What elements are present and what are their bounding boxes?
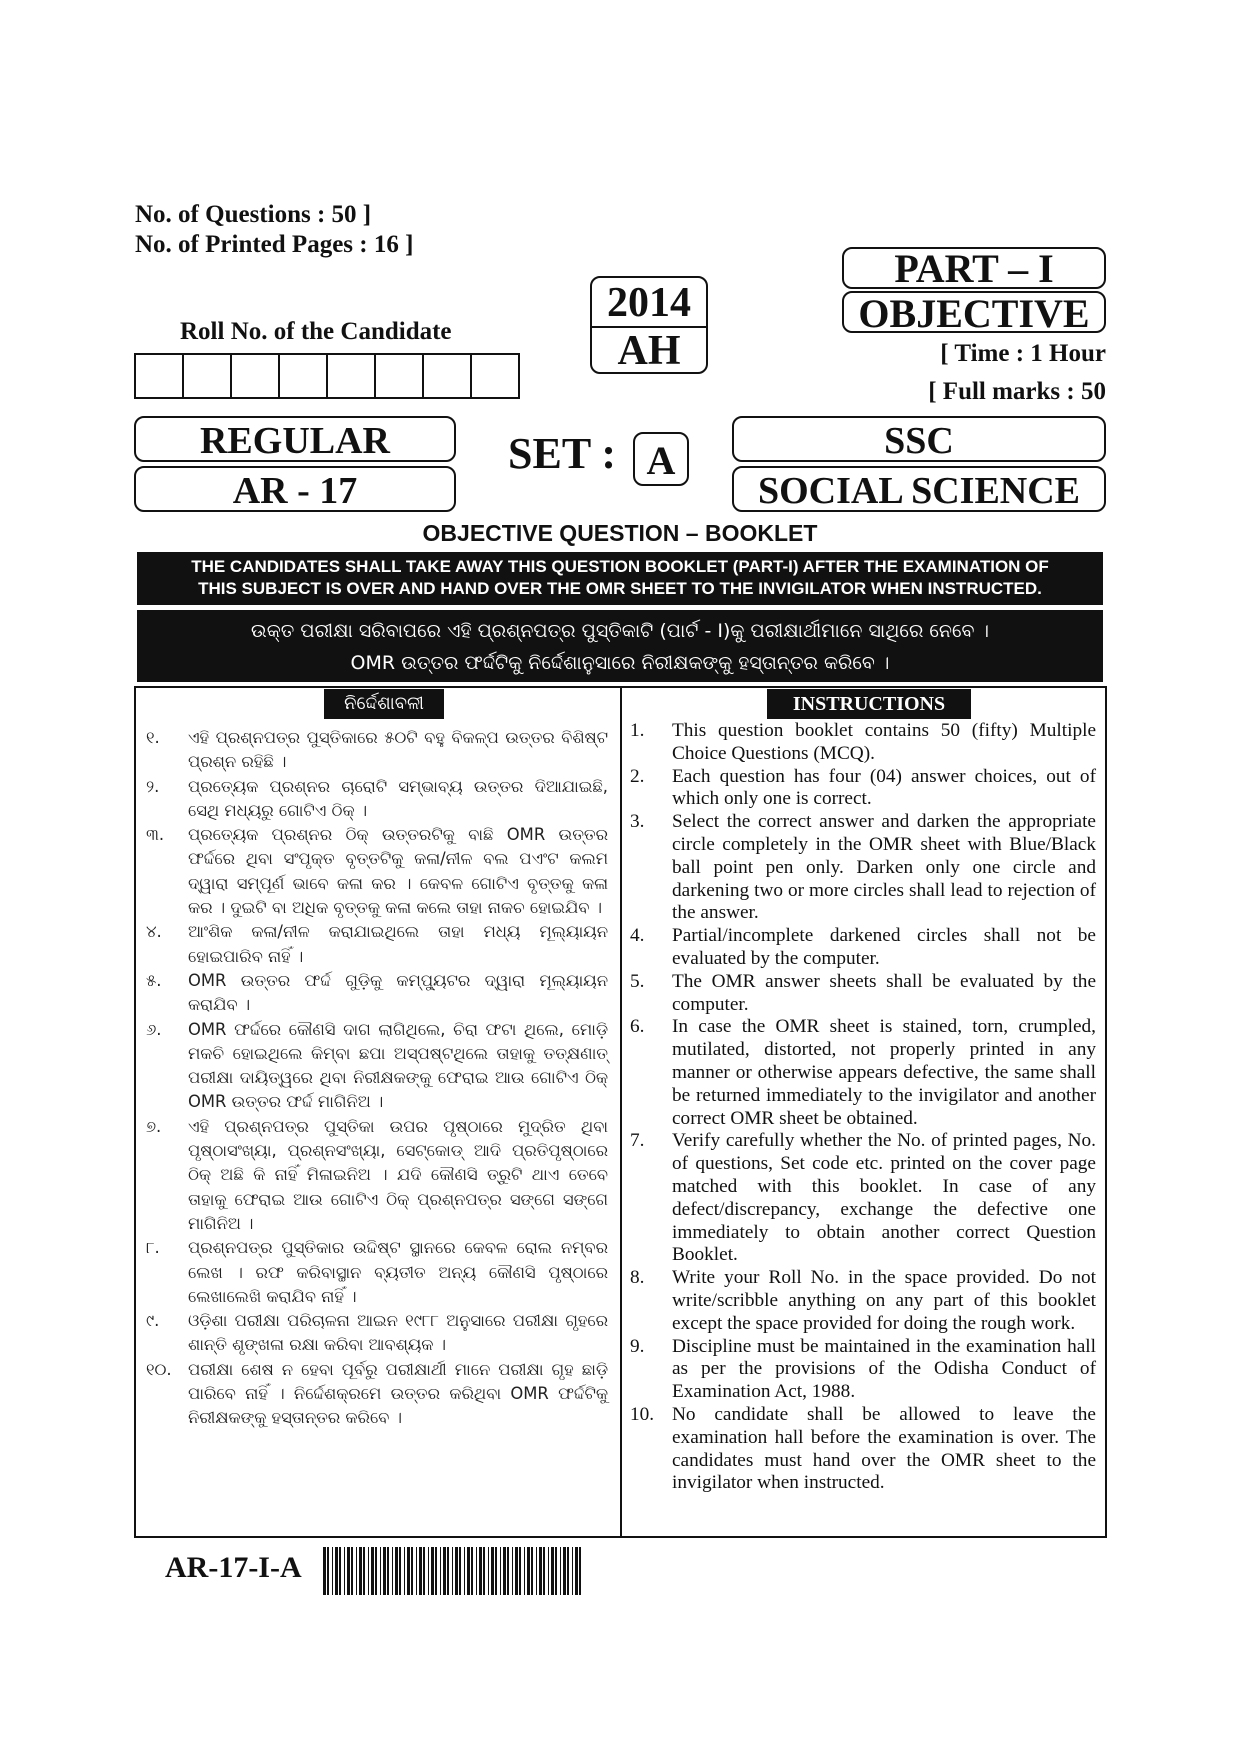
- odia-instruction-number: ୧୦.: [146, 1359, 172, 1379]
- barcode-bar: [363, 1547, 365, 1595]
- notice-odia: [137, 610, 1103, 682]
- barcode-bar: [371, 1547, 374, 1595]
- barcode-bar: [527, 1547, 530, 1595]
- english-instruction-item: [630, 720, 1096, 766]
- ar-code-box: AR - 17: [134, 466, 456, 512]
- roll-number-cell[interactable]: [136, 355, 184, 397]
- barcode-bar: [476, 1547, 477, 1595]
- column-divider: [620, 686, 622, 1538]
- english-instruction-text: Write your Roll No. in the space provided. Do not write/scribble anything on any part of this booklet except the space provided for doing the rough work.: [672, 1267, 1096, 1334]
- regular-box: REGULAR: [134, 416, 456, 462]
- full-marks: [ Full marks : 50: [928, 378, 1106, 405]
- barcode-bar: [519, 1547, 521, 1595]
- english-instruction-text: Each question has four (04) answer choices, out of which only one is correct.: [672, 765, 1096, 810]
- barcode-bar: [392, 1547, 393, 1595]
- english-instruction-number: 7.: [630, 1130, 645, 1152]
- exam-year: 2014: [592, 278, 706, 328]
- english-instruction-item: [630, 971, 1096, 1017]
- english-instruction-text: Discipline must be maintained in the examination hall as per the provisions of the Odisha Conduct of Examination Act, 1988.: [672, 1335, 1096, 1403]
- english-instruction-number: 5.: [630, 970, 645, 992]
- barcode-bar: [399, 1547, 401, 1595]
- odia-instruction-item: [146, 1358, 608, 1431]
- english-instruction-text: No candidate shall be allowed to leave the examination hall before the examination is over. The candidates must hand over the OMR sheet to the invigilator when instructed.: [672, 1403, 1096, 1494]
- barcode-bar: [435, 1547, 437, 1595]
- exam-code: AH: [617, 328, 681, 374]
- english-instruction-number: 2.: [630, 765, 645, 787]
- booklet-meta: [135, 200, 413, 260]
- barcode-bar: [411, 1547, 413, 1595]
- barcode-bar: [332, 1547, 333, 1595]
- barcode-bar: [491, 1547, 494, 1595]
- barcode-bar: [416, 1547, 417, 1595]
- odia-instruction-text: ପ୍ରଶ୍ନପତ୍ର ପୁସ୍ତିକାର ଉଦ୍ଦିଷ୍ଟ ସ୍ଥାନରେ କେବଳ ରୋଲ ନମ୍ବର ଲେଖ । ରଫ କରିବାସ୍ଥାନ ବ୍ୟତୀତ ଅନ୍ୟ କୌଣସି ପୃଷ୍ଠାରେ ଲେଖାଲେଖି କରାଯିବ ନାହିଁ ।: [188, 1238, 608, 1306]
- barcode-bar: [488, 1547, 489, 1595]
- roll-number-cell[interactable]: [184, 355, 232, 397]
- barcode-bar: [515, 1547, 518, 1595]
- barcode-bar: [459, 1547, 461, 1595]
- english-instruction-text: Select the correct answer and darken the appropriate circle completely in the OMR sheet with Blue/Black ball point pen only. Darken only one circle and darkening two or more circles shall lead to rejection of the answer.: [672, 811, 1096, 924]
- english-instruction-text: The OMR answer sheets shall be evaluated by the computer.: [672, 970, 1096, 1015]
- odia-instruction-text: ଆଂଶିକ କଳା/ନୀଳ କରାଯାଇଥିଲେ ତାହା ମଧ୍ୟ ମୂଲ୍ୟାୟନ ହୋଇପାରିବ ନାହିଁ ।: [188, 922, 608, 966]
- barcode-bar: [467, 1547, 470, 1595]
- barcode-bar: [335, 1547, 338, 1595]
- barcode-bar: [483, 1547, 485, 1595]
- odia-instruction-number: ୬.: [146, 1019, 162, 1039]
- odia-instruction-text: OMR ଫର୍ଦ୍ଦରେ କୌଣସି ଦାଗ ଲାଗିଥିଲେ, ଚିରା ଫଟା ଥିଲେ, ମୋଡ଼ି ମକଚି ହୋଇଥିଲେ କିମ୍ବା ଛପା ଅସ୍ପଷ୍ଟଥିଲେ ତାହାକୁ ତତ୍କ୍ଷଣାତ୍ ପରୀକ୍ଷା ଦାୟିତ୍ୱରେ ଥିବା ନିରୀକ୍ଷକଙ୍କୁ ଫେରାଇ ଆଉ ଗୋଟିଏ ଠିକ୍ OMR ଉତ୍ତର ଫର୍ଦ୍ଦ ମାଗିନିଅ ।: [188, 1019, 608, 1112]
- barcode-bar: [443, 1547, 446, 1595]
- roll-number-cell[interactable]: [328, 355, 376, 397]
- roll-number-grid[interactable]: [134, 353, 520, 399]
- barcode-bar: [407, 1547, 410, 1595]
- barcode-bar: [531, 1547, 533, 1595]
- english-instruction-item: [630, 1016, 1096, 1130]
- odia-instruction-text: ପରୀକ୍ଷା ଶେଷ ନ ହେବା ପୂର୍ବରୁ ପରୀକ୍ଷାର୍ଥୀ ମାନେ ପରୀକ୍ଷା ଗୃହ ଛାଡ଼ି ପାରିବେ ନାହିଁ । ନିର୍ଦ୍ଦେଶକ୍ରମେ ଉତ୍ତର କରିଥିବା OMR ଫର୍ଦ୍ଦଟିକୁ ନିରୀକ୍ଷକଙ୍କୁ ହସ୍ତାନ୍ତର କରିବେ ।: [188, 1359, 608, 1428]
- barcode-bar: [563, 1547, 566, 1595]
- english-instruction-text: This question booklet contains 50 (fifty) Multiple Choice Questions (MCQ).: [672, 720, 1096, 764]
- english-instruction-item: [630, 766, 1096, 812]
- odia-instruction-text: ଏହି ପ୍ରଶ୍ନପତ୍ର ପୁସ୍ତିକା ଉପର ପୃଷ୍ଠାରେ ମୁଦ୍ରିତ ଥିବା ପୃଷ୍ଠାସଂଖ୍ୟା, ପ୍ରଶ୍ନସଂଖ୍ୟା, ସେଟ୍‌କୋଡ୍ ଆଦି ପ୍ରତିପୃଷ୍ଠାରେ ଠିକ୍ ଅଛି କି ନାହିଁ ମିଳାଇନିଅ । ଯଦି କୌଣସି ତ୍ରୁଟି ଥାଏ ତେବେ ତାହାକୁ ଫେରାଇ ଆଉ ଗୋଟିଏ ଠିକ୍ ପ୍ରଶ୍ନପତ୍ର ସଙ୍ଗେ ସଙ୍ଗେ ମାଗିନିଅ ।: [188, 1116, 608, 1233]
- barcode-bar: [567, 1547, 569, 1595]
- roll-number-label: Roll No. of the Candidate: [180, 318, 452, 345]
- ssc-box: SSC: [732, 416, 1106, 462]
- num-printed-pages: No. of Printed Pages : 16 ]: [135, 231, 414, 258]
- objective-label-box: OBJECTIVE: [842, 291, 1106, 333]
- barcode-bar: [387, 1547, 389, 1595]
- english-instruction-text: Partial/incomplete darkened circles shall not be evaluated by the computer.: [672, 925, 1096, 969]
- odia-instruction-number: ୪.: [146, 922, 162, 942]
- barcode-bar: [404, 1547, 405, 1595]
- barcode-bar: [579, 1547, 581, 1595]
- barcode-bar: [572, 1547, 573, 1595]
- barcode-bar: [543, 1547, 545, 1595]
- barcode-bar: [524, 1547, 525, 1595]
- roll-number-cell[interactable]: [424, 355, 472, 397]
- notice-english: [137, 552, 1103, 605]
- barcode-bar: [539, 1547, 542, 1595]
- barcode-bar: [479, 1547, 482, 1595]
- odia-instruction-text: ଓଡ଼ିଶା ପରୀକ୍ଷା ପରିଚାଳନା ଆଇନ ୧୯୮୮ ଅନୁସାରେ ପରୀକ୍ଷା ଗୃହରେ ଶାନ୍ତି ଶୃଙ୍ଖଳା ରକ୍ଷା କରିବା ଆବଶ୍ୟକ ।: [188, 1311, 608, 1355]
- odia-instructions-heading: ନିର୍ଦ୍ଦେଶାବଳୀ: [324, 689, 444, 719]
- year-code-box: [590, 276, 708, 374]
- num-questions: No. of Questions : 50 ]: [135, 201, 372, 228]
- barcode-bar: [383, 1547, 386, 1595]
- barcode-bar: [440, 1547, 441, 1595]
- roll-number-cell[interactable]: [376, 355, 424, 397]
- barcode-bar: [351, 1547, 353, 1595]
- barcode-bar: [555, 1547, 557, 1595]
- barcode-bar: [380, 1547, 381, 1595]
- odia-instruction-number: ୧.: [146, 728, 160, 747]
- barcode-bar: [419, 1547, 422, 1595]
- odia-instruction-number: ୫.: [146, 970, 162, 990]
- barcode-bar: [471, 1547, 473, 1595]
- odia-instruction-item: [146, 1018, 608, 1115]
- barcode-bar: [339, 1547, 341, 1595]
- barcode-bar: [428, 1547, 429, 1595]
- odia-instruction-number: ୯.: [146, 1311, 160, 1331]
- barcode-bar: [548, 1547, 549, 1595]
- barcode-bar: [359, 1547, 362, 1595]
- barcode-bar: [507, 1547, 509, 1595]
- odia-instructions-list: [146, 726, 608, 1431]
- english-instruction-text: Verify carefully whether the No. of printed pages, No. of questions, Set code etc. printed on the cover page matched with this booklet. In case of any defect/discrepancy, exchange the defective one immediately to obtain another correct Question Booklet.: [672, 1130, 1096, 1266]
- roll-number-cell[interactable]: [232, 355, 280, 397]
- barcode-bar: [327, 1547, 329, 1595]
- odia-instruction-item: [146, 969, 608, 1018]
- english-instruction-item: [630, 1267, 1096, 1335]
- english-instruction-text: In case the OMR sheet is stained, torn, crumpled, mutilated, distorted, not properly printed in any manner or otherwise appears defective, the same shall be returned immediately to the invigilator and another correct OMR sheet be obtained.: [672, 1016, 1096, 1129]
- english-instruction-item: [630, 811, 1096, 925]
- odia-instruction-item: [146, 823, 608, 920]
- barcode-image: [323, 1547, 583, 1595]
- english-instruction-number: 6.: [630, 1016, 645, 1038]
- barcode-bar: [368, 1547, 369, 1595]
- notice-odia-line1: ଉକ୍ତ ପରୀକ୍ଷା ସରିବାପରେ ଏହି ପ୍ରଶ୍ନପତ୍ର ପୁସ୍ତିକାଟି (ପାର୍ଟ - I)କୁ ପରୀକ୍ଷାର୍ଥୀମାନେ ସାଥିରେ ନେବେ ।: [250, 620, 990, 642]
- barcode-bar: [575, 1547, 578, 1595]
- english-instruction-number: 3.: [630, 811, 645, 833]
- barcode-bar: [560, 1547, 561, 1595]
- odia-instruction-text: ଏହି ପ୍ରଶ୍ନପତ୍ର ପୁସ୍ତିକାରେ ୫୦ଟି ବହୁ ବିକଳ୍ପ ଉତ୍ତର ବିଶିଷ୍ଟ ପ୍ରଶ୍ନ ରହିଛି ।: [188, 728, 608, 772]
- odia-instruction-item: [146, 775, 608, 824]
- english-instruction-item: [630, 1130, 1096, 1267]
- booklet-code: AR-17-I-A: [165, 1551, 302, 1584]
- barcode-bar: [495, 1547, 497, 1595]
- barcode-bar: [536, 1547, 537, 1595]
- english-instruction-number: 8.: [630, 1267, 645, 1289]
- english-instruction-number: 1.: [630, 720, 645, 741]
- barcode-bar: [464, 1547, 465, 1595]
- barcode-bar: [423, 1547, 425, 1595]
- english-instruction-number: 9.: [630, 1335, 645, 1357]
- odia-instruction-number: ୮.: [146, 1238, 160, 1258]
- notice-english-line1: THE CANDIDATES SHALL TAKE AWAY THIS QUESTION BOOKLET (PART-I) AFTER THE EXAMINATION OF: [191, 557, 1049, 576]
- odia-instruction-text: OMR ଉତ୍ତର ଫର୍ଦ୍ଦ ଗୁଡ଼ିକୁ କମ୍ପ୍ୟୁଟର ଦ୍ୱାରା ମୂଲ୍ୟାୟନ କରାଯିବ ।: [188, 970, 608, 1015]
- barcode-bar: [455, 1547, 458, 1595]
- barcode-bar: [431, 1547, 434, 1595]
- odia-instruction-item: [146, 726, 608, 775]
- odia-instruction-text: ପ୍ରତ୍ୟେକ ପ୍ରଶ୍ନର ଚାରୋଟି ସମ୍ଭାବ୍ୟ ଉତ୍ତର ଦିଆଯାଇଛି, ସେଥି ମଧ୍ୟରୁ ଗୋଟିଏ ଠିକ୍ ।: [188, 776, 608, 820]
- odia-instruction-number: ୭.: [146, 1116, 162, 1136]
- barcode-bar: [347, 1547, 350, 1595]
- exam-time: [ Time : 1 Hour: [940, 340, 1106, 367]
- barcode-bar: [344, 1547, 345, 1595]
- barcode-bar: [500, 1547, 501, 1595]
- notice-odia-line2: OMR ଉତ୍ତର ଫର୍ଦ୍ଦଟିକୁ ନିର୍ଦ୍ଦେଶାନୁସାରେ ନିରୀକ୍ଷକଙ୍କୁ ହସ୍ତାନ୍ତର କରିବେ ।: [350, 652, 890, 674]
- subject-box: SOCIAL SCIENCE: [732, 466, 1106, 512]
- english-instruction-number: 4.: [630, 925, 645, 947]
- english-instructions-heading: INSTRUCTIONS: [767, 689, 971, 719]
- part-label-box: PART – I: [842, 247, 1106, 289]
- roll-number-cell[interactable]: [472, 355, 518, 397]
- english-instruction-number: 10.: [630, 1403, 655, 1425]
- barcode-bar: [512, 1547, 513, 1595]
- odia-instruction-item: [146, 1115, 608, 1236]
- barcode-bar: [375, 1547, 377, 1595]
- booklet-title: OBJECTIVE QUESTION – BOOKLET: [422, 520, 818, 546]
- english-instruction-item: [630, 1336, 1096, 1404]
- odia-instruction-number: ୨.: [146, 776, 160, 796]
- odia-instruction-item: [146, 1236, 608, 1309]
- odia-instruction-text: ପ୍ରତ୍ୟେକ ପ୍ରଶ୍ନର ଠିକ୍ ଉତ୍ତରଟିକୁ ବାଛି OMR ଉତ୍ତର ଫର୍ଦ୍ଦରେ ଥିବା ସଂପୃକ୍ତ ବୃତ୍ତଟିକୁ କଳା/ନୀଳ ବଲ ପଏଂଟ କଲମ ଦ୍ୱାରା ସମ୍ପୂର୍ଣ ଭାବେ କଳା କର । କେବଳ ଗୋଟିଏ ବୃତ୍ତକୁ କଳା କର । ଦୁଇଟି ବା ଅଧିକ ବୃତ୍ତକୁ କଳା କଲେ ତାହା ନାକଚ ହୋଇଯିବ ।: [188, 825, 608, 918]
- odia-instruction-item: [146, 1309, 608, 1358]
- odia-instruction-item: [146, 920, 608, 969]
- barcode-bar: [356, 1547, 357, 1595]
- english-instruction-item: [630, 1404, 1096, 1495]
- barcode-bar: [395, 1547, 398, 1595]
- barcode-bar: [447, 1547, 449, 1595]
- odia-instruction-number: ୩.: [146, 825, 165, 845]
- barcode-bar: [503, 1547, 506, 1595]
- roll-number-cell[interactable]: [280, 355, 328, 397]
- barcode-bar: [452, 1547, 453, 1595]
- notice-english-line2: THIS SUBJECT IS OVER AND HAND OVER THE OMR SHEET TO THE INVIGILATOR WHEN INSTRUCTED.: [198, 579, 1042, 598]
- english-instructions-list: [630, 720, 1096, 1495]
- barcode-bar: [323, 1547, 326, 1595]
- barcode-bar: [551, 1547, 554, 1595]
- set-label: SET :: [508, 429, 617, 478]
- english-instruction-item: [630, 925, 1096, 971]
- set-value-box: A: [633, 432, 689, 486]
